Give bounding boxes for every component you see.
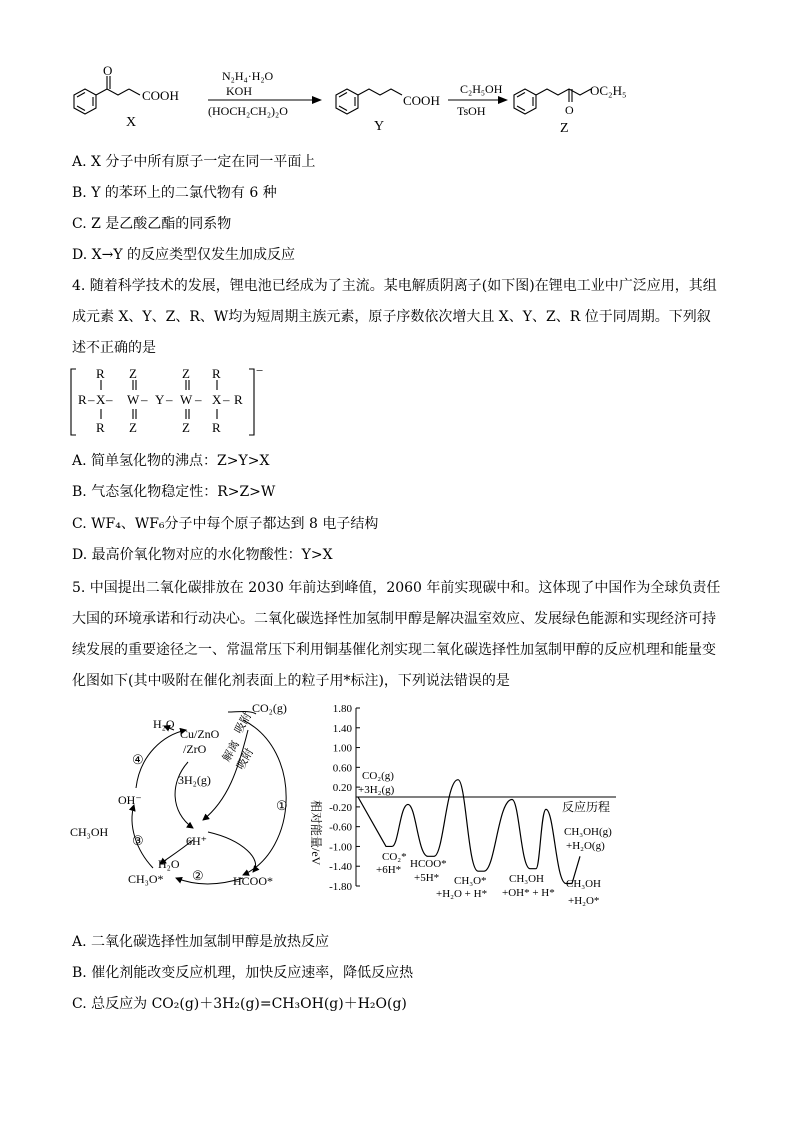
- reagent-tsoh: TsOH: [457, 104, 486, 118]
- atom-w-2: W: [180, 392, 193, 407]
- cycle-co2g: CO₂(g): [252, 701, 287, 715]
- anion-charge: −: [256, 366, 264, 378]
- atom-z-bottom-2: Z: [182, 420, 190, 435]
- arrow-2-head: [498, 96, 508, 104]
- y-tick-label: -1.80: [329, 881, 352, 893]
- cycle-h2o-top: H₂O: [153, 717, 175, 731]
- label-s4a: CH₃OH: [509, 873, 545, 885]
- atom-z-top-2: Z: [182, 366, 190, 381]
- label-s3b: +H₂O + H*: [436, 888, 488, 900]
- reagent-ethanol: C₂H₅OH: [460, 82, 503, 96]
- x-carbonyl-o: O: [103, 63, 113, 78]
- atom-r-top-1: R: [96, 366, 105, 381]
- label-s3a: CH₃O*: [454, 875, 487, 887]
- atom-r-bottom-2: R: [212, 420, 221, 435]
- cycle-ch3oh: CH₃OH: [70, 825, 109, 839]
- y-tick-label: -0.60: [329, 821, 352, 834]
- cycle-h2g: 3H₂(g): [178, 773, 211, 787]
- benzene-ring-x: [74, 76, 140, 114]
- label-start-1: CO₂(g): [362, 770, 394, 782]
- reagent-koh: KOH: [226, 84, 252, 98]
- reagent-glycol: (HOCH₂CH₂)₂O: [208, 104, 288, 118]
- cycle-adsorb-1: 吸附: [232, 710, 255, 736]
- label-s1b: +6H*: [376, 864, 402, 876]
- q4-option-c: C. WF₄、WF₆分子中每个原子都达到 8 电子结构: [72, 516, 379, 532]
- cycle-adsorb-2: 吸附: [234, 746, 257, 772]
- y-tick-label: 0.20: [332, 782, 352, 795]
- cycle-oh: OH⁻: [118, 793, 142, 807]
- label-x: X: [126, 115, 137, 130]
- cycle-h2o-bottom: H₂O: [158, 857, 180, 871]
- y-cooh: COOH: [403, 93, 440, 108]
- x-cooh: COOH: [142, 88, 179, 103]
- q5-option-b: B. 催化剂能改变反应机理，加快反应速率，降低反应热: [72, 965, 414, 981]
- label-start-2: +3H₂(g): [358, 784, 395, 796]
- bond: –: [106, 392, 113, 407]
- cycle-catalyst-1: Cu/ZnO: [180, 727, 220, 741]
- mechanism-cycle: [68, 700, 318, 890]
- bond: –: [166, 392, 173, 407]
- label-end-1: CH₃OH(g): [564, 826, 612, 838]
- cycle-hcoo: HCOO*: [233, 874, 274, 888]
- atom-r-top-2: R: [212, 366, 221, 381]
- z-carbonyl-o: O: [565, 103, 574, 117]
- y-tick-label: -1.00: [329, 841, 352, 854]
- benzene-ring-z: [514, 89, 591, 114]
- label-s4b: +OH* + H*: [502, 887, 555, 899]
- y-tick-label: -1.40: [329, 861, 352, 874]
- cycle-step-4: ④: [132, 752, 144, 767]
- bond: –: [223, 392, 230, 407]
- y-tick-label: 1.80: [332, 703, 352, 715]
- energy-chart: [298, 700, 638, 915]
- q4-option-d: D. 最高价氧化物对应的水化物酸性：Y>X: [72, 547, 333, 563]
- q5-stem: 5. 中国提出二氧化碳排放在 2030 年前达到峰值，2060 年前实现碳中和。这体现了中国作为全球负责任大国的环境承诺和行动决心。二氧化碳选择性加氢制甲醇是解决温室效应、发展绿色能源和实现经济可持续发展的重要途径之一、常温常压下利用铜基催化剂实现二氧化碳选择性加氢制甲醇的反应机理和能量变化图如下(其中吸附在催化剂表面上的粒子用*标注)，下列说法错误的是: [72, 580, 721, 689]
- atom-r-left: R: [78, 392, 87, 407]
- q3-option-a: A. X 分子中所有原子一定在同一平面上: [72, 154, 316, 170]
- atom-z-top-1: Z: [129, 366, 137, 381]
- y-tick-label: 0.60: [332, 762, 352, 775]
- bond: –: [88, 392, 95, 407]
- label-s1a: CO₂*: [382, 851, 407, 863]
- y-tick-label: 1.40: [332, 722, 352, 735]
- q5-option-c: C. 总反应为 CO₂(g)＋3H₂(g)=CH₃OH(g)＋H₂O(g): [72, 996, 407, 1012]
- label-s5a: CH₃OH: [566, 878, 602, 890]
- label-s2a: HCOO*: [410, 858, 447, 870]
- q3-option-c: C. Z 是乙酸乙酯的同系物: [72, 216, 232, 232]
- label-s5b: +H₂O*: [568, 895, 600, 907]
- y-tick-label: -0.20: [329, 801, 352, 814]
- atom-x-2: X: [212, 392, 222, 407]
- cycle-step-2: ②: [192, 868, 204, 883]
- bond: –: [195, 392, 202, 407]
- cycle-step-3: ③: [132, 833, 144, 848]
- reaction-scheme: [60, 62, 660, 140]
- bond: –: [141, 392, 148, 407]
- label-y: Y: [374, 119, 385, 134]
- cycle-catalyst-2: /ZrO: [183, 742, 207, 756]
- q5-option-a: A. 二氧化碳选择性加氢制甲醇是放热反应: [72, 934, 330, 950]
- cycle-6h: 6H⁺: [186, 834, 207, 848]
- label-s2b: +5H*: [414, 872, 440, 884]
- q4-stem: 4. 随着科学技术的发展，锂电池已经成为了主流。某电解质阴离子(如下图)在锂电工业中广泛应用，其组成元素 X、Y、Z、R、W均为短周期主族元素，原子序数依次增大且 X、Y、Z、R 位于同周期。下列叙述不正确的是: [72, 278, 717, 356]
- q3-option-d: D. X→Y 的反应类型仅发生加成反应: [72, 247, 296, 263]
- atom-y: Y: [155, 392, 165, 407]
- cycle-dissoc: 解离: [220, 738, 243, 764]
- atom-r-right: R: [234, 392, 243, 407]
- chart-xlabel: 反应历程: [562, 800, 611, 814]
- atom-x-1: X: [96, 392, 106, 407]
- reagent-n2h4: N₂H₄·H₂O: [222, 69, 274, 83]
- arrow-1-head: [312, 96, 322, 104]
- atom-r-bottom-1: R: [96, 420, 105, 435]
- label-end-2: +H₂O(g): [566, 840, 605, 852]
- cycle-ch3o: CH₃O*: [128, 872, 164, 886]
- q4-option-b: B. 气态氢化物稳定性：R>Z>W: [72, 484, 276, 500]
- y-tick-label: 1.00: [332, 742, 352, 755]
- chart-ylabel: 相对能量/eV: [309, 800, 323, 866]
- q3-option-b: B. Y 的苯环上的二氯代物有 6 种: [72, 185, 277, 201]
- q4-option-a: A. 简单氢化物的沸点：Z>Y>X: [72, 453, 270, 469]
- z-oc2h5: OC₂H₅: [590, 83, 627, 98]
- cycle-step-1: ①: [276, 798, 288, 813]
- benzene-ring-y: [336, 89, 402, 114]
- label-z: Z: [560, 121, 569, 136]
- anion-structure: [68, 366, 268, 438]
- atom-w-1: W: [127, 392, 140, 407]
- atom-z-bottom-1: Z: [129, 420, 137, 435]
